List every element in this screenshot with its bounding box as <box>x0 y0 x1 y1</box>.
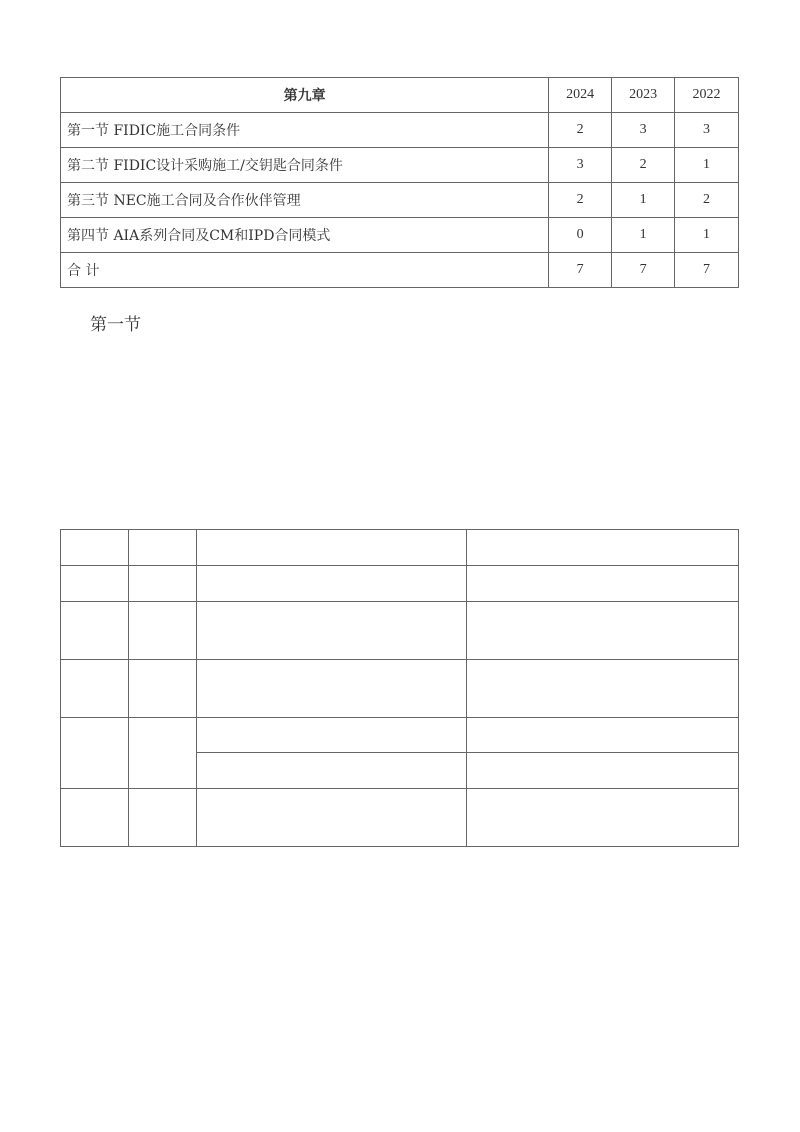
question-count: 2 <box>549 183 612 218</box>
table-row <box>61 718 739 753</box>
table-row <box>61 530 739 566</box>
empty-cell <box>467 566 739 602</box>
table-row <box>61 148 739 183</box>
empty-merged-cell <box>128 718 196 789</box>
empty-cell <box>61 566 129 602</box>
question-count: 2 <box>549 113 612 148</box>
total-count: 7 <box>612 253 675 288</box>
question-count: 0 <box>549 218 612 253</box>
total-count: 7 <box>549 253 612 288</box>
question-count: 3 <box>612 113 675 148</box>
empty-cell <box>128 530 196 566</box>
exam-statistics-table <box>60 77 739 288</box>
table-row <box>61 566 739 602</box>
empty-cell <box>61 789 129 847</box>
section-heading: 第一节 <box>90 315 141 335</box>
chapter-header: 第九章 <box>61 78 549 113</box>
total-row <box>61 253 739 288</box>
empty-cell <box>196 566 467 602</box>
empty-cell <box>128 660 196 718</box>
empty-cell <box>467 530 739 566</box>
empty-cell <box>61 530 129 566</box>
question-count: 3 <box>549 148 612 183</box>
question-count: 2 <box>675 183 739 218</box>
question-count: 2 <box>612 148 675 183</box>
section-name: 第一节 FIDIC施工合同条件 <box>61 113 549 148</box>
section-name: 第二节 FIDIC设计采购施工/交钥匙合同条件 <box>61 148 549 183</box>
empty-grid-table <box>60 529 739 847</box>
total-count: 7 <box>675 253 739 288</box>
year-header: 2024 <box>549 78 612 113</box>
table-header-row <box>61 78 739 113</box>
question-count: 1 <box>675 218 739 253</box>
empty-cell <box>196 530 467 566</box>
empty-cell <box>196 602 467 660</box>
table-row <box>61 602 739 660</box>
table-row <box>61 218 739 253</box>
empty-cell <box>467 660 739 718</box>
empty-cell <box>467 602 739 660</box>
question-count: 1 <box>675 148 739 183</box>
empty-cell <box>61 602 129 660</box>
empty-cell <box>196 718 467 753</box>
section-name: 第四节 AIA系列合同及CM和IPD合同模式 <box>61 218 549 253</box>
table-row <box>61 113 739 148</box>
empty-cell <box>196 753 467 789</box>
table-row <box>61 660 739 718</box>
empty-merged-cell <box>61 718 129 789</box>
empty-cell <box>128 566 196 602</box>
section-name: 第三节 NEC施工合同及合作伙伴管理 <box>61 183 549 218</box>
question-count: 1 <box>612 183 675 218</box>
empty-cell <box>196 789 467 847</box>
empty-cell <box>61 660 129 718</box>
question-count: 3 <box>675 113 739 148</box>
year-header: 2023 <box>612 78 675 113</box>
empty-cell <box>128 602 196 660</box>
empty-cell <box>196 660 467 718</box>
total-label: 合 计 <box>61 253 549 288</box>
table-row <box>61 789 739 847</box>
empty-cell <box>467 718 739 753</box>
empty-cell <box>467 753 739 789</box>
table-row <box>61 183 739 218</box>
year-header: 2022 <box>675 78 739 113</box>
empty-cell <box>467 789 739 847</box>
question-count: 1 <box>612 218 675 253</box>
empty-cell <box>128 789 196 847</box>
